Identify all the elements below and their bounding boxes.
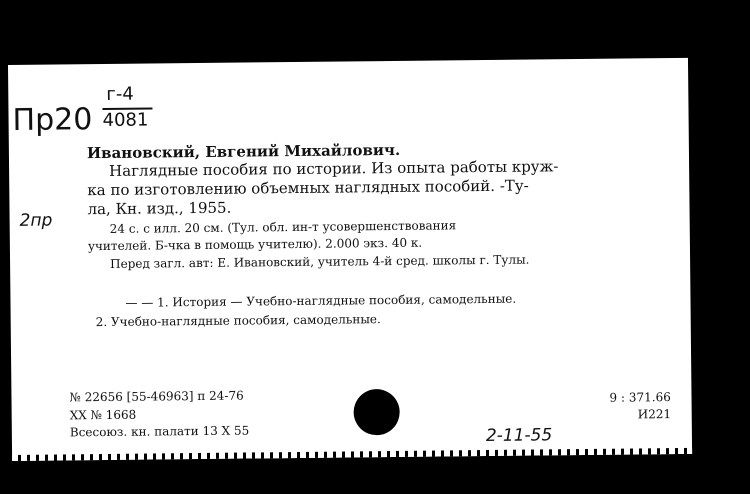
- handwritten-date: 2-11-55: [485, 425, 553, 447]
- title-line: Наглядные пособия по истории. Из опыта работы круж-: [109, 157, 559, 180]
- collation-line: 24 с. с илл. 20 см. (Тул. обл. ин-т усовершенствования: [109, 218, 457, 236]
- call-number-denominator: 4081: [102, 109, 149, 132]
- registry-line: № 22656 [55-46963] п 24-76: [69, 388, 244, 405]
- classification-line: И221: [637, 407, 672, 422]
- registry-line: XX № 1668: [69, 407, 137, 423]
- note-line: Перед загл. авт: Е. Ивановский, учитель 4-й сред. школы г. Тулы.: [110, 252, 530, 271]
- call-number-prefix: Пр20: [12, 102, 93, 138]
- subject-line: 2. Учебно-наглядные пособия, самодельные.: [95, 312, 381, 330]
- call-number-numerator: г-4: [106, 83, 134, 105]
- catalog-card: [8, 58, 692, 461]
- registry-line: Всесоюз. кн. палати 13 X 55: [69, 423, 250, 440]
- title-line: ка по изготовлению объемных наглядных пособий. -Ту-: [87, 176, 529, 200]
- author-heading: Ивановский, Евгений Михайлович.: [86, 140, 401, 163]
- margin-note: 2пр: [19, 210, 53, 231]
- card-punch-hole: [353, 389, 399, 435]
- classification-line: 9 : 371.66: [609, 390, 671, 405]
- subject-line: — — 1. История — Учебно-наглядные пособия, самодельные.: [125, 291, 517, 310]
- collation-line: учителей. Б-чка в помощь учителю). 2.000 экз. 40 к.: [87, 235, 423, 254]
- card-bottom-edge: [12, 448, 692, 461]
- title-line: ла, Кн. изд., 1955.: [87, 198, 232, 219]
